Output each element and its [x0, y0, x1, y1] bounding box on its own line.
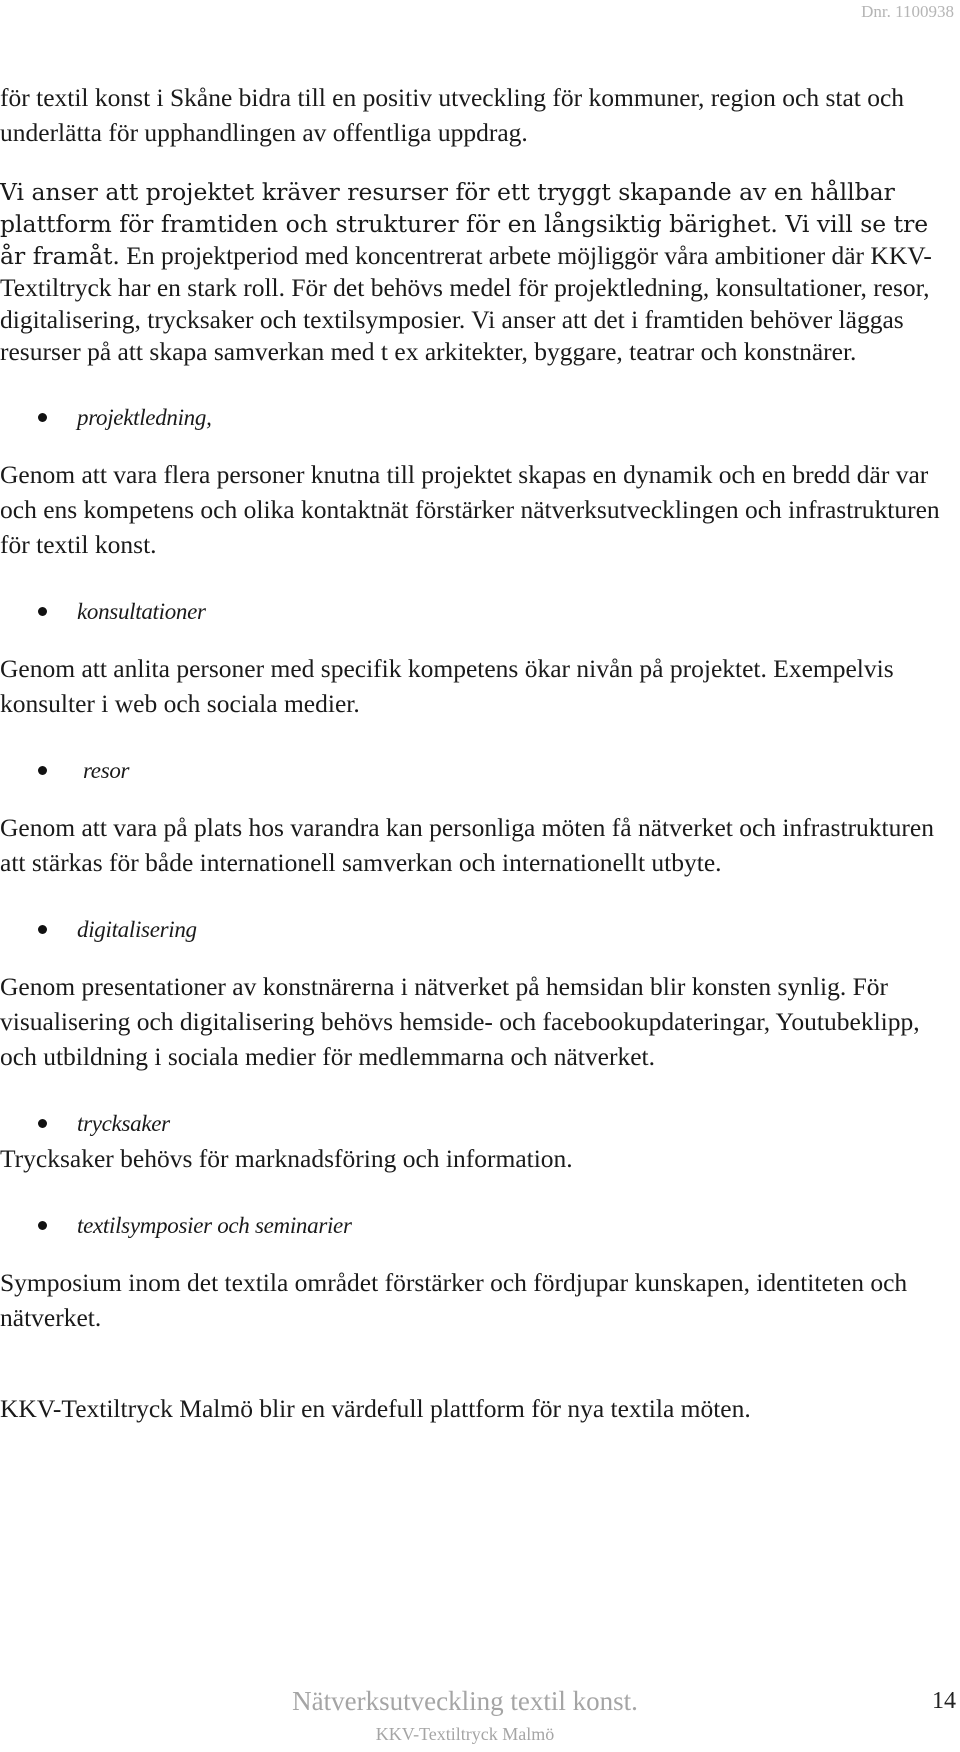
bullet-dot-icon — [38, 413, 47, 422]
resources-paragraph-part-a: Vi anser att projektet kräver resurser för ett tryggt skapande av en hållbar plattform för framtiden och strukturer för en långsiktig bärighet. Vi vill se tre år framåt. — [0, 178, 929, 270]
resources-paragraph — [0, 176, 950, 368]
bullet-dot-icon — [38, 925, 47, 934]
bullet-trycksaker — [0, 1106, 950, 1141]
bullet-label: projektledning, — [77, 404, 212, 430]
section-text-trycksaker: Trycksaker behövs för marknadsföring och information. — [0, 1144, 573, 1173]
section-text-resor: Genom att vara på plats hos varandra kan personliga möten få nätverket och infrastrukturen att stärkas för både internationell samverkan och internationellt utbyte. — [0, 813, 934, 877]
bullet-label: trycksaker — [77, 1110, 170, 1136]
page-number: 14 — [932, 1688, 956, 1714]
bullet-label: digitalisering — [77, 916, 197, 942]
section-text-textilsymposier: Symposium inom det textila området förstärker och fördjupar kunskapen, identiteten och nätverket. — [0, 1268, 908, 1332]
bullet-dot-icon — [38, 1221, 47, 1230]
intro-paragraph: för textil konst i Skåne bidra till en positiv utveckling för kommuner, region och stat och underlätta för upphandlingen av offentliga uppdrag. — [0, 83, 905, 147]
bullet-resor — [0, 753, 950, 788]
bullet-label: textilsymposier och seminarier — [77, 1212, 352, 1238]
bullet-dot-icon — [38, 766, 47, 775]
bullet-label: resor — [83, 757, 130, 783]
footer-subtitle: KKV-Textiltryck Malmö — [375, 1724, 555, 1744]
resources-paragraph-part-b: En projektperiod med koncentrerat arbete möjliggör våra ambitioner där KKV-Textiltryck har en stark roll. För det behövs medel för projektledning, konsultationer, resor, digitalisering, trycksaker och textilsymposier. Vi anser att det i framtiden behöver läggas resurser på att skapa samverkan med t ex arkitekter, byggare, teatrar och konstnärer. — [0, 241, 932, 366]
bullet-digitalisering — [0, 912, 950, 947]
section-text-digitalisering: Genom presentationer av konstnärerna i nätverket på hemsidan blir konsten synlig. För visualisering och digitalisering behövs hemside- och facebookupdateringar, Youtubeklipp, och utbildning i sociala medier för medlemmarna och nätverket. — [0, 972, 920, 1071]
document-body — [0, 80, 950, 1426]
section-text-projektledning: Genom att vara flera personer knutna till projektet skapas en dynamik och en bredd där var och ens kompetens och olika kontaktnät förstärker nätverksutvecklingen och infrastrukturen för textil konst. — [0, 460, 940, 559]
bullet-konsultationer — [0, 594, 950, 629]
bullet-dot-icon — [38, 1119, 47, 1128]
footer-title: Nätverksutveckling textil konst. — [292, 1686, 638, 1716]
bullet-projektledning — [0, 400, 950, 435]
closing-statement: KKV-Textiltryck Malmö blir en värdefull plattform för nya textila möten. — [0, 1394, 751, 1423]
bullet-label: konsultationer — [77, 598, 206, 624]
section-text-konsultationer: Genom att anlita personer med specifik kompetens ökar nivån på projektet. Exempelvis konsulter i web och sociala medier. — [0, 654, 894, 718]
document-number: Dnr. 1100938 — [861, 2, 954, 21]
bullet-textilsymposier — [0, 1208, 950, 1243]
bullet-dot-icon — [38, 607, 47, 616]
